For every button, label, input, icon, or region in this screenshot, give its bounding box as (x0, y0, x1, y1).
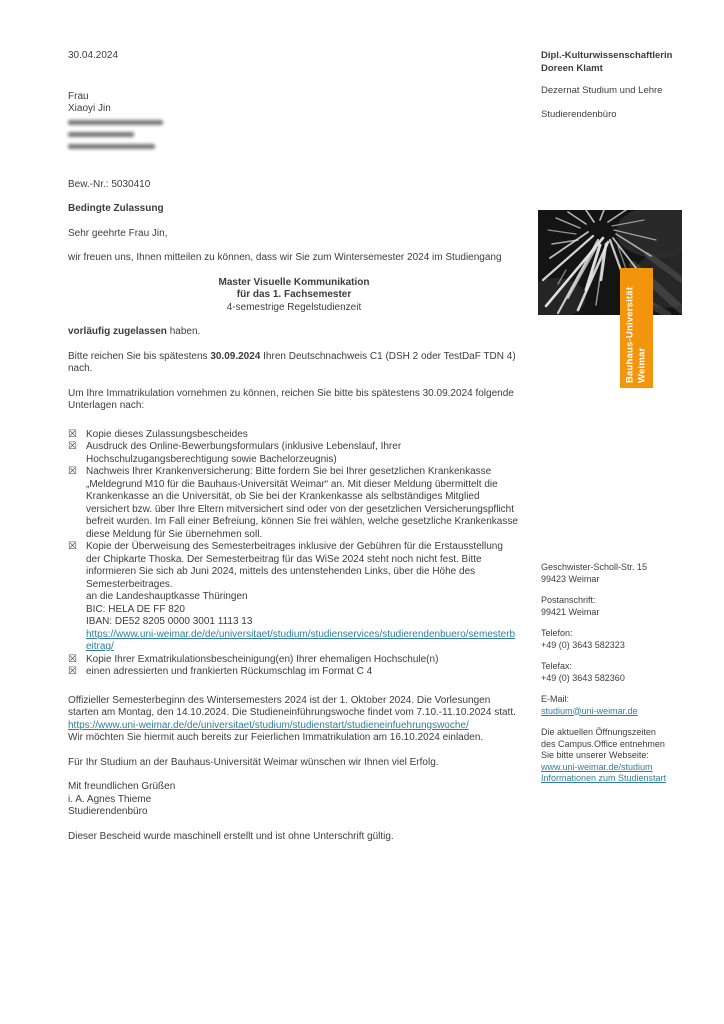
university-name: Bauhaus-Universität (624, 286, 635, 383)
semester-start-paragraph (68, 695, 520, 720)
payment-recipient-line: an die Landeshauptkasse Thüringen (86, 591, 248, 602)
redacted-address (68, 120, 520, 149)
sender-department: Dezernat Studium und Lehre (541, 85, 663, 96)
hours-note-line: des Campus.Office entnehmen (541, 738, 665, 749)
redacted-line (68, 132, 134, 137)
intro-paragraph: wir freuen uns, Ihnen mitteilen zu können, dass wir Sie zum Wintersemester 2024 im Studiengang (68, 252, 502, 263)
good-luck-paragraph: Für Ihr Studium an der Bauhaus-Universität Weimar wünschen wir Ihnen viel Erfolg. (68, 756, 439, 768)
studienstart-link[interactable]: Informationen zum Studienstart (541, 773, 667, 783)
application-number: Bew.-Nr.: 5030410 (68, 178, 151, 190)
recipient-name: Xiaoyi Jin (68, 103, 111, 114)
deadline-pre: Bitte reichen Sie bis spätestens (68, 350, 211, 362)
recipient-salutation: Frau (68, 90, 89, 102)
signature-block (68, 781, 520, 819)
checked-checkbox-icon: ☒ (68, 541, 77, 552)
letter-date: 30.04.2024 (68, 50, 119, 61)
phone-label: Telefon: (541, 628, 573, 638)
hours-note-line: Sie bitte unserer Webseite: (541, 750, 649, 760)
email-block (541, 694, 716, 717)
invitation-paragraph: Wir möchten Sie hiermit auch bereits zur Feierlichen Immatrikulation am 16.10.2024 einladen. (68, 732, 484, 743)
greeting: Sehr geehrte Frau Jin, (68, 227, 168, 239)
university-logo-banner (620, 268, 653, 388)
bic-line: BIC: HELA DE FF 820 (86, 603, 185, 615)
recipient-address (68, 91, 520, 149)
university-logo-text (620, 268, 653, 388)
admission-status-bold: vorläufig zugelassen (68, 326, 167, 337)
fax-label: Telefax: (541, 661, 573, 671)
required-documents-checklist (68, 429, 520, 679)
checked-checkbox-icon: ☒ (68, 666, 77, 677)
spark-photo (538, 210, 682, 315)
visit-address (541, 562, 716, 585)
sender-office: Studierendenbüro (541, 108, 617, 120)
spark-photo-graphic (538, 210, 682, 315)
street-line: Geschwister-Scholl-Str. 15 (541, 562, 648, 572)
signer-name: i. A. Agnes Thieme (68, 793, 152, 805)
subject-line: Bedingte Zulassung (68, 203, 164, 214)
letter-body-column (68, 50, 520, 855)
phone-number: +49 (0) 3643 582323 (541, 639, 625, 650)
deadline-post: Ihren Deutschnachweis C1 (DSH 2 oder TestDaF TDN 4) nach. (68, 350, 516, 374)
checklist-item (68, 541, 520, 654)
checklist-item-text: Nachweis Ihrer Krankenversicherung: Bitte fordern Sie bei Ihrer gesetzlichen Krankenkasse „Meldegrund M10 für die Bauhaus-Universität Weimar“ an. Mit dieser Meldung übermittelt die Krankenkasse an die Universität, ob Sie bei der Krankenkasse als selbständiges Mitglied versichert bzw. über Ihre Eltern mitversichert sind oder von der gesetzlichen Versicherungspflicht befreit wurden. Im Fall einer Befreiung, können Sie frei wählen, welche gesetzliche Krankenkasse diese Meldung für Sie übernehmen soll. (86, 466, 518, 540)
checklist-item-text: Ausdruck des Online-Bewerbungsformulars (inklusive Lebenslauf, Ihrer Hochschulzugangsberechtigung sowie Bachelorzeugnis) (86, 441, 402, 465)
program-name: Master Visuelle Kommunikation (218, 276, 370, 288)
deadline-date: 30.09.2024 (210, 350, 261, 362)
redacted-line (68, 120, 163, 125)
language-deadline-paragraph (68, 351, 520, 376)
intro-week-link[interactable]: https://www.uni-weimar.de/de/universitaet/studium/studienstart/studieneinfuehrungswoche/ (68, 719, 469, 731)
checked-checkbox-icon: ☒ (68, 441, 77, 452)
checklist-item-text: einen adressierten und frankierten Rückumschlag im Format C 4 (86, 666, 373, 677)
university-city: Weimar (635, 347, 647, 383)
admission-status-line (68, 326, 520, 339)
email-link[interactable]: studium@uni-weimar.de (541, 705, 638, 716)
checklist-item-text: Kopie der Überweisung des Semesterbeitrages inklusive der Gebühren für die Erstausstellung der Chipkarte Thoska. Der Semesterbeitrag für das WiSe 2024 steht noch nicht fest. Bitte informieren Sie sich ab Juni 2024, mittels des untenstehenden Links, über die Höhe des Semesterbeitrages. (86, 541, 503, 590)
checklist-item (68, 666, 520, 679)
fax-block (541, 661, 716, 684)
program-duration: 4-semestrige Regelstudienzeit (226, 301, 362, 313)
semesterbeitrag-link[interactable]: https://www.uni-weimar.de/de/universitaet/studium/studienservices/studierendenbuero/semesterbeitrag/ (86, 628, 516, 652)
checked-checkbox-icon: ☒ (68, 428, 77, 440)
sender-block (541, 50, 711, 121)
phone-block (541, 628, 716, 651)
city-line: 99423 Weimar (541, 573, 600, 584)
hours-note-line: Die aktuellen Öffnungszeiten (541, 727, 656, 737)
checklist-item (68, 654, 520, 667)
semester-info-text: Offizieller Semesterbeginn des Wintersemesters 2024 ist der 1. Oktober 2024. Die Vorlesungen starten am Montag, den 14.10.2024. Die Studieneinführungswoche findet vom 7.10.-11.10.2024 statt. (68, 694, 516, 718)
checked-checkbox-icon: ☒ (68, 653, 77, 665)
machine-generated-note: Dieser Bescheid wurde maschinell erstellt und ist ohne Unterschrift gültig. (68, 830, 394, 842)
website-link[interactable]: www.uni-weimar.de/studium (541, 761, 653, 772)
email-label: E-Mail: (541, 694, 570, 704)
checked-checkbox-icon: ☒ (68, 466, 77, 477)
checklist-item-text: Kopie dieses Zulassungsbescheides (86, 428, 248, 440)
signer-office: Studierendenbüro (68, 806, 148, 817)
checklist-item (68, 466, 520, 541)
fax-number: +49 (0) 3643 582360 (541, 672, 625, 683)
documents-intro-paragraph: Um Ihre Immatrikulation vornehmen zu können, reichen Sie bitte bis spätestens 30.09.2024 folgende Unterlagen nach: (68, 387, 514, 411)
iban-line: IBAN: DE52 8205 0000 3001 1113 13 (86, 616, 253, 627)
closing-regards: Mit freundlichen Grüßen (68, 781, 176, 792)
checklist-item (68, 441, 520, 466)
admission-status-rest: haben. (166, 326, 201, 337)
postal-label: Postanschrift: (541, 595, 596, 605)
sender-title: Dipl.-Kulturwissenschaftlerin (541, 50, 673, 61)
checklist-item (68, 429, 520, 442)
contact-info-block (541, 562, 716, 785)
postal-address (541, 595, 716, 618)
checklist-item-text: Kopie Ihrer Exmatrikulationsbescheinigung(en) Ihrer ehemaligen Hochschule(n) (86, 653, 439, 665)
redacted-line (68, 144, 155, 149)
postal-city: 99421 Weimar (541, 606, 600, 617)
program-block (68, 277, 520, 315)
program-semester: für das 1. Fachsemester (236, 289, 352, 300)
opening-hours-note (541, 727, 716, 785)
sender-name: Doreen Klamt (541, 62, 603, 74)
